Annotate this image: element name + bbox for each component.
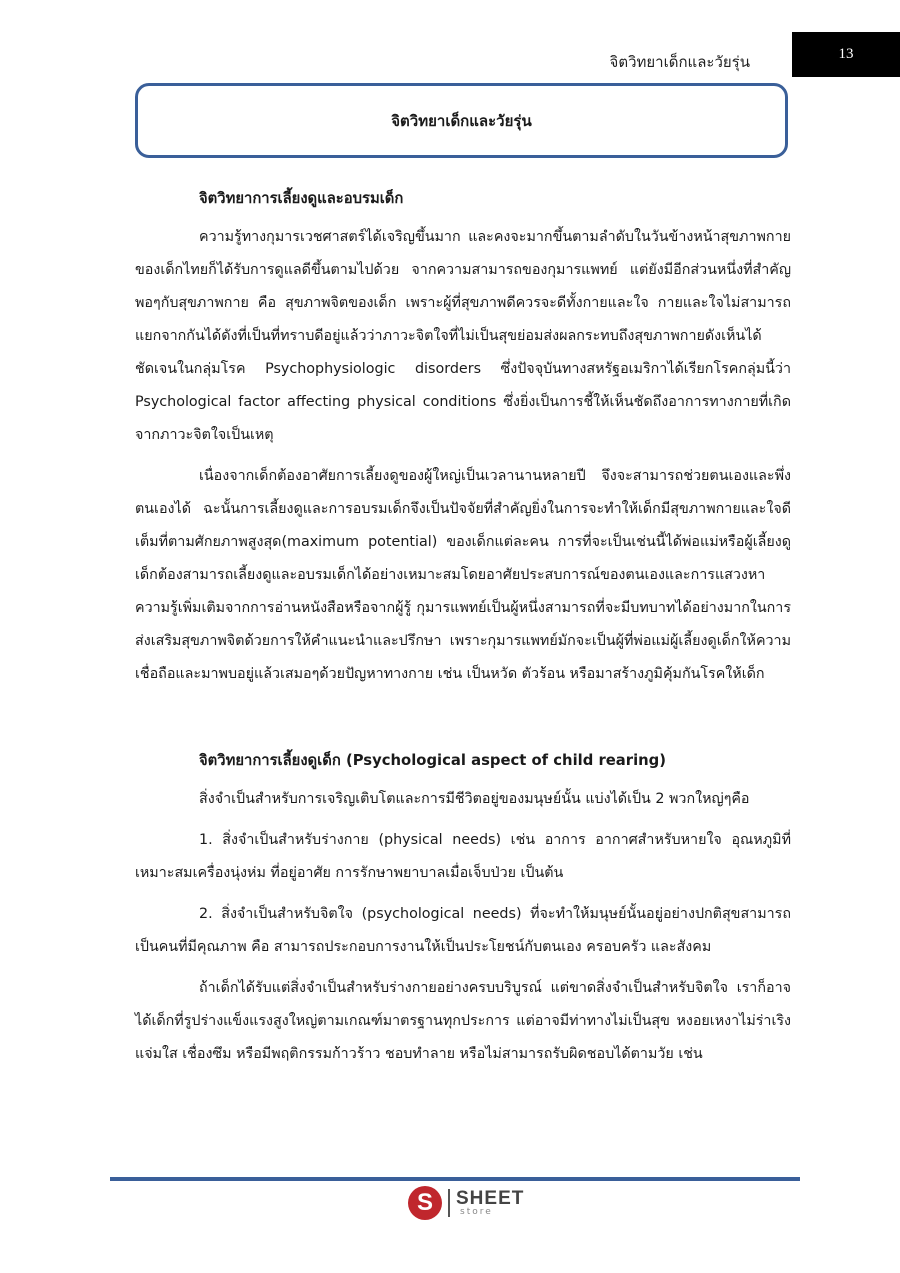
section-spacer — [135, 699, 791, 744]
logo-separator — [448, 1189, 450, 1217]
chapter-title: จิตวิทยาเด็กและวัยรุ่น — [391, 111, 532, 130]
paragraph: 1. สิ่งจำเป็นสำหรับร่างกาย (physical needs) เช่น อาการ อากาศสำหรับหายใจ อุณหภูมิที่เหมาะสมเครื่องนุ่งห่ม ที่อยู่อาศัย การรักษาพยาบาลเมื่อเจ็บป่วย เป็นต้น — [135, 832, 791, 881]
logo-subtext: store — [460, 1207, 493, 1217]
paragraph: สิ่งจำเป็นสำหรับการเจริญเติบโตและการมีชีวิตอยู่ของมนุษย์นั้น แบ่งได้เป็น 2 พวกใหญ่ๆคือ — [199, 791, 750, 807]
page-number: 13 — [792, 32, 900, 77]
paragraph: เนื่องจากเด็กต้องอาศัยการเลี้ยงดูของผู้ใหญ่เป็นเวลานานหลายปี จึงจะสามารถช่วยตนเองและพึ่งตนเองได้ ฉะนั้นการเลี้ยงดูและการอบรมเด็กจึงเป็นปัจจัยที่สำคัญยิ่งในการจะทำให้เด็กมีสุขภาพกายและใจดีเต็มที่ตามศักยภาพสูงสุด(maximum potential) ของเด็กแต่ละคน การที่จะเป็นเช่นนี้ได้พ่อแม่หรือผู้เลี้ยงดูเด็กต้องสามารถเลี้ยงดูและอบรมเด็กได้อย่างเหมาะสมโดยอาศัยประสบการณ์ของตนเองและการแสวงหาความรู้เพิ่มเติมจากการอ่านหนังสือหรือจากผู้รู้ กุมารแพทย์เป็นผู้หนึ่งสามารถที่จะมีบทบาทได้อย่างมากในการส่งเสริมสุขภาพจิตด้วยการให้คำแนะนำและปรึกษา เพราะกุมารแพทย์มักจะเป็นผู้ที่พ่อแม่ผู้เลี้ยงดูเด็กให้ความเชื่อถือและมาพบอยู่แล้วเสมอๆด้วยปัญหาทางกาย เช่น เป็นหวัด ตัวร้อน หรือมาสร้างภูมิคุ้มกันโรคให้เด็ก — [135, 468, 791, 682]
section-heading-psychological-aspect: จิตวิทยาการเลี้ยงดูเด็ก (Psychological aspect of child rearing) — [199, 752, 667, 769]
logo-s-icon: S — [408, 1186, 442, 1220]
logo-text — [456, 1189, 524, 1217]
logo-word: SHEET — [456, 1188, 525, 1209]
section-heading-child-rearing-training: จิตวิทยาการเลี้ยงดูและอบรมเด็ก — [199, 190, 404, 207]
paragraph: ถ้าเด็กได้รับแต่สิ่งจำเป็นสำหรับร่างกายอย่างครบบริบูรณ์ แต่ขาดสิ่งจำเป็นสำหรับจิตใจ เราก็อาจได้เด็กที่รูปร่างแข็งแรงสูงใหญ่ตามเกณฑ์มาตรฐานทุกประการ แต่อาจมีท่าทางไม่เป็นสุข หงอยเหงาไม่ร่าเริงแจ่มใส เชื่องซึม หรือมีพฤติกรรมก้าวร้าว ชอบทำลาย หรือไม่สามารถรับผิดชอบได้ตามวัย เช่น — [135, 980, 791, 1062]
paragraph: ความรู้ทางกุมารเวชศาสตร์ได้เจริญขึ้นมาก และคงจะมากขึ้นตามลำดับในวันข้างหน้าสุขภาพกายของเด็กไทยก็ได้รับการดูแลดีขึ้นตามไปด้วย จากความสามารถของกุมารแพทย์ แต่ยังมีอีกส่วนหนึ่งที่สำคัญพอๆกับสุขภาพกาย คือ สุขภาพจิตของเด็ก เพราะผู้ที่สุขภาพดีควรจะดีทั้งกายและใจ กายและใจไม่สามารถแยกจากกันได้ดังที่เป็นที่ทราบดีอยู่แล้วว่าภาวะจิตใจที่ไม่เป็นสุขย่อมส่งผลกระทบถึงสุขภาพกายดังเห็นได้ชัดเจนในกลุ่มโรค Psychophysiologic disorders ซึ่งปัจจุบันทางสหรัฐอเมริกาได้เรียกโรคกลุ่มนี้ว่า Psychological factor affecting physical conditions ซึ่งยิ่งเป็นการชี้ให้เห็นชัดถึงอาการทางกายที่เกิดจากภาวะจิตใจเป็นเหตุ — [135, 229, 791, 443]
document-body — [135, 182, 791, 1079]
running-header-title: จิตวิทยาเด็กและวัยรุ่น — [609, 53, 750, 71]
chapter-title-box — [135, 83, 788, 158]
sheet-store-logo — [408, 1186, 524, 1220]
paragraph: 2. สิ่งจำเป็นสำหรับจิตใจ (psychological needs) ที่จะทำให้มนุษย์นั้นอยู่อย่างปกติสุขสามารถเป็นคนที่มีคุณภาพ คือ สามารถประกอบการงานให้เป็นประโยชน์กับตนเอง ครอบครัว และสังคม — [135, 906, 791, 955]
footer-divider — [110, 1177, 800, 1181]
